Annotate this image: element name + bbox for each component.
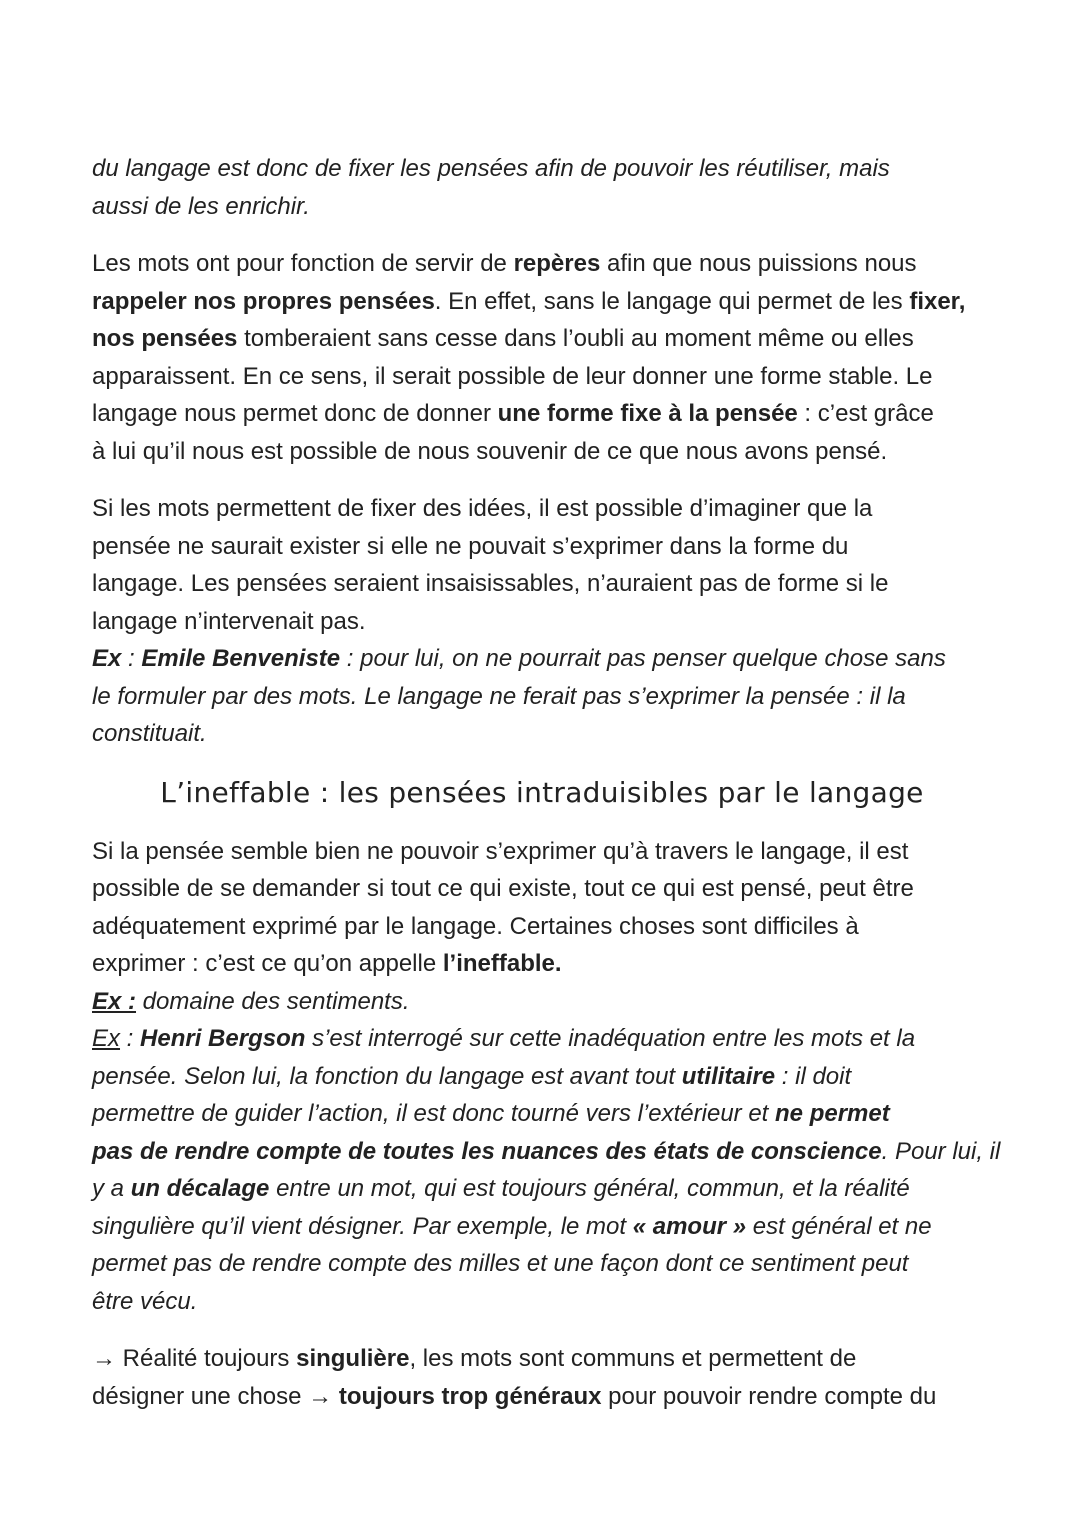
example-label: Ex <box>92 645 122 672</box>
paragraph-intro <box>92 150 992 225</box>
bold-term: pas de rendre compte de toutes les nuances des états de conscience <box>92 1137 882 1165</box>
text-line: apparaissent. En ce sens, il serait possible de leur donner une forme stable. Le <box>92 362 933 390</box>
arrow-icon: → <box>92 1345 116 1372</box>
text-span: permettre de guider l’action, il est donc tourné vers l’extérieur et <box>92 1100 776 1127</box>
text-span: s’est interrogé sur cette inadéquation entre les mots et la <box>305 1025 916 1052</box>
text-span: langage nous permet donc de donner <box>92 400 498 427</box>
author-name: Henri Bergson <box>140 1025 306 1052</box>
arrow-icon: → <box>308 1382 333 1410</box>
text-line: Si la pensée semble bien ne pouvoir s’exprimer qu’à travers le langage, il est <box>92 837 909 865</box>
paragraph-words-as-landmarks <box>92 245 992 470</box>
text-span: singulière qu’il vient désigner. Par exemple, le mot <box>92 1212 633 1240</box>
text-span: : <box>121 645 142 672</box>
bold-term: toujours trop généraux <box>338 1382 602 1410</box>
text-line <box>92 1378 992 1416</box>
text-span: : il doit <box>775 1062 852 1090</box>
text-line <box>92 395 992 433</box>
text-line: possible de se demander si tout ce qui existe, tout ce qui est pensé, peut être <box>92 875 914 902</box>
text-span: exprimer : c’est ce qu’on appelle <box>92 950 443 977</box>
text-span: désigner une chose <box>92 1382 309 1410</box>
text-span: : pour lui, on ne pourrait pas penser quelque chose sans <box>340 645 946 672</box>
document-body <box>92 150 1001 1435</box>
paragraph-ineffable <box>92 833 1001 1321</box>
text-span: pour pouvoir rendre compte du <box>601 1382 937 1410</box>
text-line: adéquatement exprimé par le langage. Certaines choses sont difficiles à <box>92 912 859 940</box>
example-line: être vécu. <box>92 1287 198 1315</box>
text-span: : c’est grâce <box>797 400 934 427</box>
example-label: Ex : <box>92 987 137 1015</box>
paragraph-conclusion <box>92 1340 992 1415</box>
bold-term: repères <box>513 250 601 277</box>
bold-term: une forme fixe à la pensée <box>497 400 798 427</box>
text-line <box>92 245 992 283</box>
text-span: . Pour lui, il <box>881 1137 1001 1165</box>
text-line: à lui qu’il nous est possible de nous souvenir de ce que nous avons pensé. <box>92 437 888 465</box>
text-line: aussi de les enrichir. <box>92 192 310 220</box>
text-span: , les mots sont communs et permettent de <box>409 1345 857 1372</box>
example-line <box>92 640 992 678</box>
text-line <box>92 945 992 983</box>
example-line: permet pas de rendre compte des milles et une façon dont ce sentiment peut <box>92 1250 909 1277</box>
text-span: tomberaient sans cesse dans l’oubli au moment même ou elles <box>237 325 914 352</box>
text-span: Réalité toujours <box>116 1345 297 1372</box>
text-line: Si les mots permettent de fixer des idées, il est possible d’imaginer que la <box>92 495 873 522</box>
text-span: Les mots ont pour fonction de servir de <box>92 250 514 277</box>
text-span: domaine des sentiments. <box>136 987 410 1015</box>
bold-term: nos pensées <box>92 325 238 352</box>
text-line: langage. Les pensées seraient insaisissables, n’auraient pas de forme si le <box>92 570 889 597</box>
text-line: du langage est donc de fixer les pensées afin de pouvoir les réutiliser, mais <box>92 155 890 182</box>
text-line <box>92 320 992 358</box>
example-line <box>92 1170 992 1208</box>
example-line <box>92 1208 992 1246</box>
bold-term: un décalage <box>130 1175 270 1202</box>
paragraph-thought-needs-language <box>92 490 992 753</box>
example-line: le formuler par des mots. Le langage ne ferait pas s’exprimer la pensée : il la <box>92 682 906 710</box>
text-line: langage n’intervenait pas. <box>92 607 366 635</box>
text-span: pensée. Selon lui, la fonction du langage est avant tout <box>92 1062 682 1090</box>
bold-term: ne permet <box>775 1100 890 1127</box>
bold-term: fixer, <box>909 287 966 315</box>
text-line <box>92 1340 992 1378</box>
example-line <box>92 1058 992 1096</box>
text-line <box>92 283 992 321</box>
bold-term: l’ineffable. <box>442 950 562 977</box>
text-span <box>332 1383 339 1410</box>
text-line: pensée ne saurait exister si elle ne pouvait s’exprimer dans la forme du <box>92 532 849 560</box>
section-heading: L’ineffable : les pensées intraduisibles par le langage <box>160 775 924 809</box>
example-label: Ex <box>92 1025 121 1052</box>
example-line <box>92 983 992 1021</box>
text-span: . En effet, sans le langage qui permet de les <box>434 287 910 315</box>
example-line <box>92 1095 992 1133</box>
bold-term: rappeler nos propres pensées <box>92 287 435 315</box>
text-span: entre un mot, qui est toujours général, commun, et la réalité <box>269 1175 910 1202</box>
example-line <box>92 1020 992 1058</box>
bold-term: « amour » <box>632 1212 747 1240</box>
bold-term: singulière <box>296 1345 410 1372</box>
author-name: Emile Benveniste <box>141 645 341 672</box>
text-span: : <box>120 1025 141 1052</box>
bold-term: utilitaire <box>681 1062 776 1090</box>
example-line <box>92 1133 1001 1171</box>
text-span: y a <box>92 1175 131 1202</box>
text-span: est général et ne <box>746 1212 932 1240</box>
example-line: constituait. <box>92 720 207 747</box>
text-span: afin que nous puissions nous <box>600 250 917 277</box>
